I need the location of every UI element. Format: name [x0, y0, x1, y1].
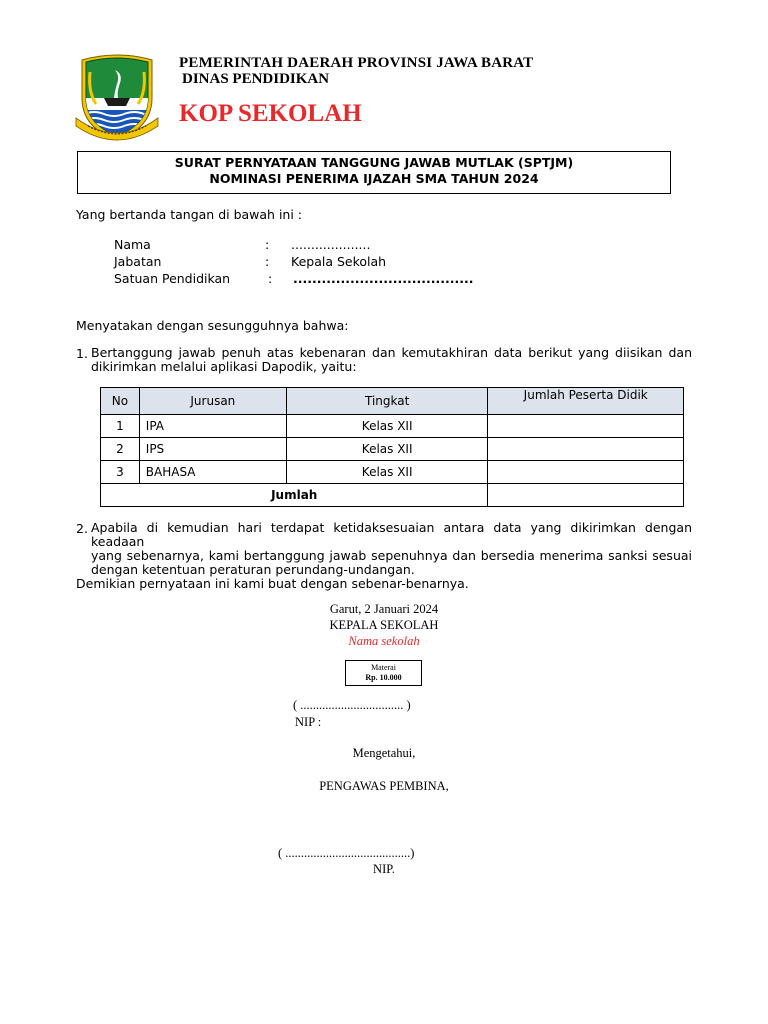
field-label-jabatan: Jabatan: [114, 254, 162, 269]
supervisor-nip: NIP.: [373, 862, 395, 876]
closing-text: Demikian pernyataan ini kami buat dengan sebenar-benarnya.: [76, 576, 469, 591]
acknowledged-text: Mengetahui,: [352, 746, 416, 760]
cell-tingkat: Kelas XII: [286, 415, 488, 438]
column-header-tingkat: Tingkat: [286, 388, 488, 415]
cell-jurusan: BAHASA: [139, 461, 286, 484]
point-2-text: [91, 521, 692, 577]
field-value-nama: ....................: [291, 237, 371, 252]
table-header-row: [101, 388, 684, 415]
field-sep-jabatan: :: [265, 254, 270, 269]
materai-stamp-box: [345, 660, 422, 686]
field-value-satuan: ......................................: [293, 271, 474, 286]
point-2-line-2: yang sebenarnya, kami bertanggung jawab sepenuhnya dan bersedia menerima sanksi sesuai: [91, 548, 692, 563]
cell-no: 1: [101, 415, 140, 438]
cell-jumlah: [488, 461, 684, 484]
field-sep-satuan: :: [268, 271, 273, 286]
cell-no: 3: [101, 461, 140, 484]
column-header-no: No: [101, 388, 140, 415]
government-name: PEMERINTAH DAERAH PROVINSI JAWA BARAT: [179, 55, 534, 71]
column-header-jumlah: Jumlah Peserta Didik: [488, 388, 684, 415]
cell-tingkat: Kelas XII: [286, 461, 488, 484]
signer-nip: NIP :: [295, 715, 322, 729]
intro-text: Yang bertanda tangan di bawah ini :: [76, 207, 303, 222]
signer-position: KEPALA SEKOLAH: [329, 618, 439, 632]
field-value-jabatan: Kepala Sekolah: [291, 254, 387, 269]
cell-tingkat: Kelas XII: [286, 438, 488, 461]
point-2-line-3: dengan ketentuan peraturan perundang-undangan.: [91, 562, 415, 577]
document-title: SURAT PERNYATAAN TANGGUNG JAWAB MUTLAK (SPTJM): [174, 155, 574, 170]
table-total-row: [101, 484, 684, 507]
cell-jurusan: IPA: [139, 415, 286, 438]
table-row: [101, 438, 684, 461]
point-1-line-2: dikirimkan melalui aplikasi Dapodik, yaitu:: [91, 359, 357, 374]
data-table: [100, 387, 684, 507]
point-1-number: 1.: [76, 346, 88, 361]
cell-jurusan: IPS: [139, 438, 286, 461]
statement-text: Menyatakan dengan sesungguhnya bahwa:: [76, 318, 349, 333]
document-title-box: [77, 151, 671, 194]
field-label-nama: Nama: [114, 237, 151, 252]
signer-name-blank: ( ................................. ): [293, 698, 411, 712]
total-label: Jumlah: [101, 484, 488, 507]
materai-label: Materai: [371, 663, 396, 672]
cell-no: 2: [101, 438, 140, 461]
document-subtitle: NOMINASI PENERIMA IJAZAH SMA TAHUN 2024: [209, 171, 539, 186]
column-header-jurusan: Jurusan: [139, 388, 286, 415]
total-value: [488, 484, 684, 507]
department-name: DINAS PENDIDIKAN: [182, 71, 330, 87]
jawa-barat-emblem-icon: [74, 52, 160, 142]
place-date: Garut, 2 Januari 2024: [329, 602, 439, 616]
materai-value: Rp. 10.000: [365, 673, 402, 682]
table-row: [101, 461, 684, 484]
school-name-placeholder: Nama sekolah: [348, 634, 420, 648]
supervisor-name-blank: ( ........................................): [278, 846, 415, 860]
point-2-number: 2.: [76, 521, 88, 536]
field-sep-nama: :: [265, 237, 270, 252]
cell-jumlah: [488, 415, 684, 438]
supervisor-title: PENGAWAS PEMBINA,: [319, 779, 449, 793]
table-row: [101, 415, 684, 438]
point-1-line-1: Bertanggung jawab penuh atas kebenaran dan kemutakhiran data berikut yang diisikan dan: [91, 345, 692, 360]
point-1-text: [91, 346, 692, 374]
field-label-satuan: Satuan Pendidikan: [114, 271, 231, 286]
school-letterhead: KOP SEKOLAH: [179, 100, 362, 127]
point-2-line-1: Apabila di kemudian hari terdapat ketidaksesuaian antara data yang dikirimkan dengan keadaan: [91, 520, 692, 549]
cell-jumlah: [488, 438, 684, 461]
